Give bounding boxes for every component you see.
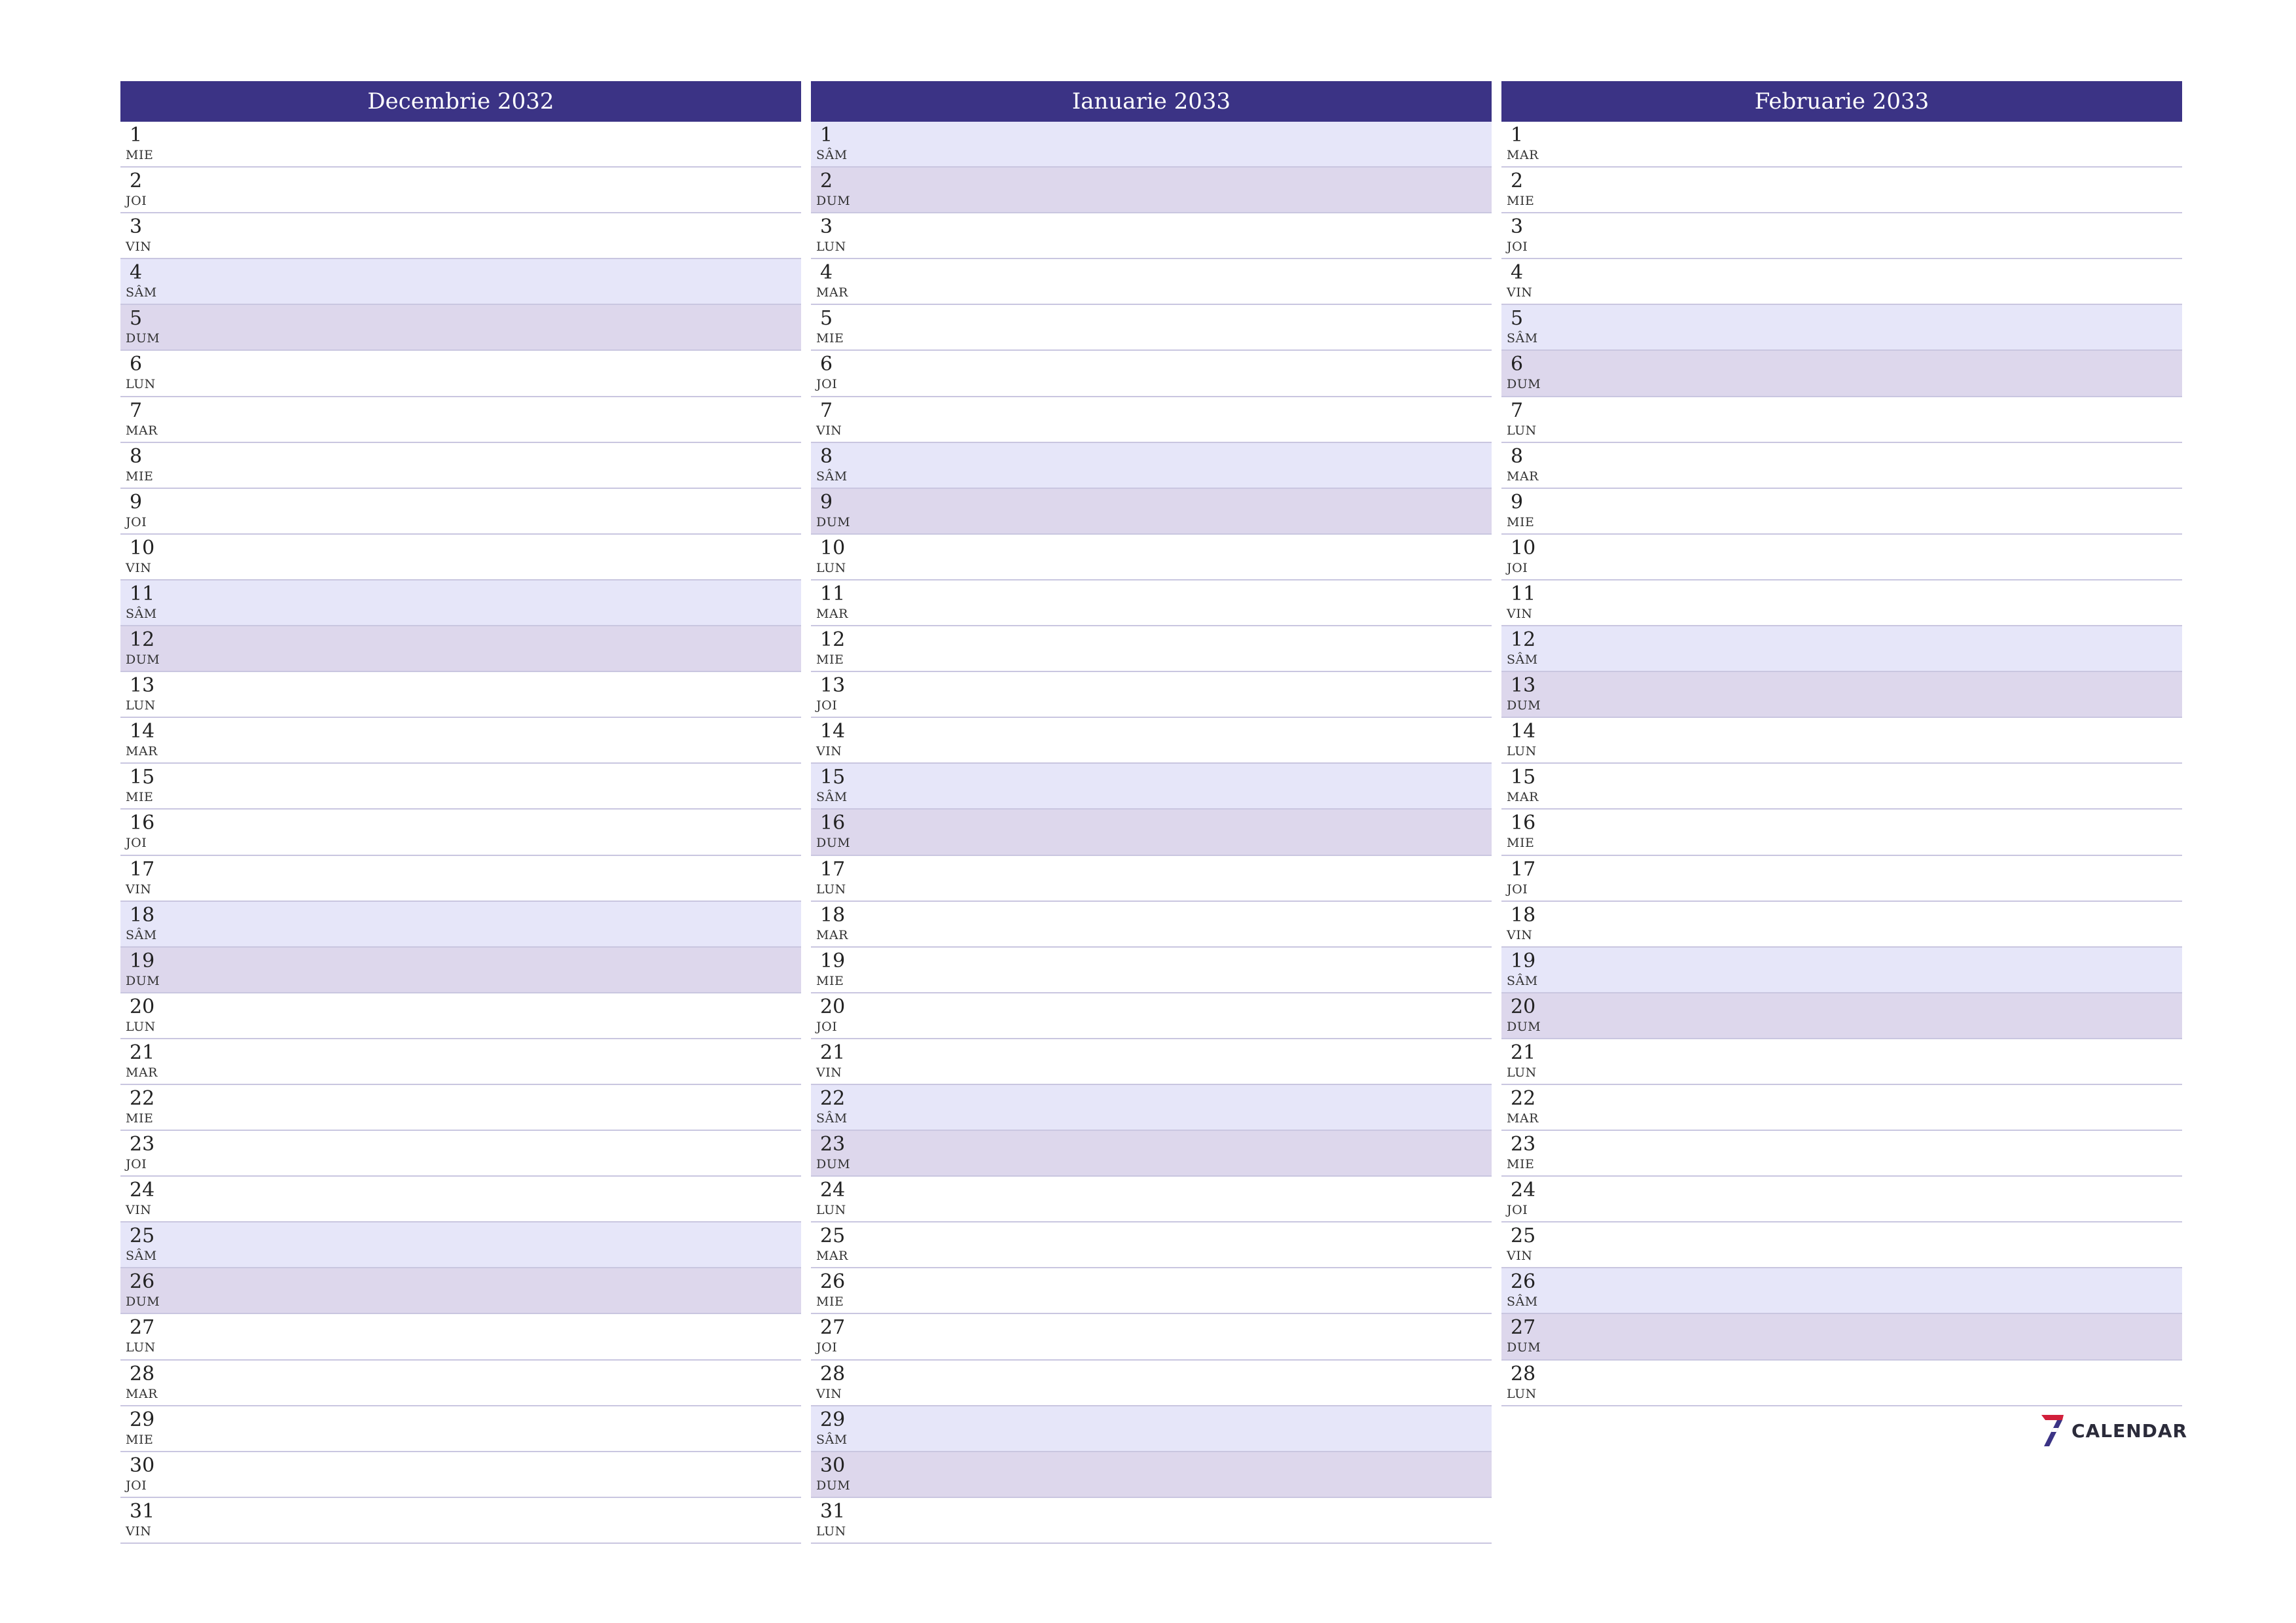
day-row [120,259,801,305]
day-row [1501,856,2182,902]
day-row [811,672,1492,718]
day-number: 13 [820,674,846,698]
day-number: 15 [130,766,155,789]
day-row [120,351,801,397]
month-column-february-2033 [1501,81,2182,1544]
day-number: 3 [1511,215,1524,239]
day-row [120,764,801,810]
day-number: 5 [820,307,833,330]
day-number: 5 [130,307,143,330]
weekday-label: JOI [1507,882,1528,897]
day-number: 13 [1511,674,1536,698]
weekday-label: SÂM [1507,331,1538,346]
day-row [811,1085,1492,1131]
weekday-label: VIN [816,744,842,759]
day-number: 9 [820,490,833,514]
weekday-label: LUN [816,882,846,897]
day-number: 9 [130,490,143,514]
weekday-label: MAR [126,423,158,438]
monthly-planner [120,81,2182,1544]
day-number: 21 [1511,1041,1536,1064]
day-number: 10 [130,536,155,560]
weekday-label: LUN [126,1019,156,1034]
day-row [120,718,801,764]
day-row [1501,1222,2182,1268]
day-number: 23 [820,1133,846,1156]
day-number: 8 [130,444,143,468]
day-number: 30 [820,1454,846,1477]
weekday-label: LUN [1507,1386,1537,1401]
weekday-label: JOI [1507,1203,1528,1218]
day-row [1501,535,2182,580]
weekday-label: MAR [816,285,848,300]
month-header: Februarie 2033 [1501,81,2182,122]
weekday-label: MAR [126,744,158,759]
day-row [811,122,1492,168]
day-row [1501,810,2182,855]
day-number: 18 [1511,903,1536,927]
weekday-label: VIN [1507,1249,1533,1264]
day-row [811,1039,1492,1085]
day-number: 25 [820,1224,846,1248]
day-row [120,672,801,718]
day-number: 26 [1511,1270,1536,1294]
weekday-label: MAR [126,1386,158,1401]
day-number: 7 [820,399,833,422]
day-row [811,443,1492,489]
weekday-label: DUM [1507,1019,1541,1034]
weekday-label: LUN [126,377,156,392]
day-number: 22 [130,1086,155,1110]
day-number: 14 [820,720,846,743]
weekday-label: JOI [1507,240,1528,255]
weekday-label: JOI [126,1478,147,1493]
day-number: 28 [1511,1362,1536,1385]
day-number: 6 [820,353,833,376]
day-number: 8 [1511,444,1524,468]
weekday-label: JOI [126,836,147,851]
day-row [120,1314,801,1360]
weekday-label: MIE [1507,514,1535,529]
weekday-label: JOI [816,377,838,392]
day-number: 3 [820,215,833,239]
weekday-label: VIN [1507,285,1533,300]
day-number: 15 [1511,766,1536,789]
weekday-label: VIN [1507,927,1533,942]
day-row [120,580,801,626]
day-number: 20 [820,995,846,1018]
day-row [811,580,1492,626]
day-number: 12 [130,628,155,652]
weekday-label: MAR [1507,1111,1539,1126]
day-row [120,626,801,672]
weekday-label: LUN [1507,1065,1537,1080]
weekday-label: DUM [126,331,160,346]
day-row [811,1314,1492,1360]
day-row [1501,993,2182,1039]
day-row [120,1131,801,1177]
weekday-label: MIE [126,790,154,805]
weekday-label: VIN [816,423,842,438]
day-number: 26 [820,1270,846,1294]
day-number: 22 [820,1086,846,1110]
day-row [120,1222,801,1268]
weekday-label: DUM [126,652,160,668]
weekday-label: MAR [1507,790,1539,805]
day-number: 17 [1511,857,1536,881]
day-row [120,443,801,489]
weekday-label: MIE [126,1111,154,1126]
day-number: 5 [1511,307,1524,330]
day-number: 7 [130,399,143,422]
weekday-label: VIN [126,560,152,575]
weekday-label: JOI [126,1157,147,1172]
day-number: 28 [820,1362,846,1385]
day-number: 2 [130,169,143,193]
day-list [811,122,1492,1544]
day-row [120,993,801,1039]
day-number: 10 [1511,536,1536,560]
day-number: 19 [130,949,155,972]
day-row [1501,1314,2182,1360]
day-number: 7 [1511,399,1524,422]
weekday-label: VIN [816,1065,842,1080]
weekday-label: LUN [816,560,846,575]
day-number: 4 [1511,261,1524,285]
day-number: 18 [130,903,155,927]
day-number: 21 [820,1041,846,1064]
day-row [1501,1361,2182,1406]
day-number: 25 [1511,1224,1536,1248]
weekday-label: DUM [1507,698,1541,713]
day-number: 24 [820,1179,846,1202]
day-row [1501,489,2182,535]
day-number: 19 [820,949,846,972]
day-row [120,948,801,993]
day-row [120,1039,801,1085]
weekday-label: VIN [126,240,152,255]
day-row [1501,672,2182,718]
day-row [811,626,1492,672]
day-row [120,1177,801,1222]
weekday-label: MIE [126,469,154,484]
day-row [811,1361,1492,1406]
weekday-label: MIE [816,331,844,346]
day-number: 24 [1511,1179,1536,1202]
day-row [120,810,801,855]
weekday-label: LUN [1507,423,1537,438]
day-number: 4 [130,261,143,285]
day-number: 31 [130,1499,155,1523]
weekday-label: DUM [1507,377,1541,392]
day-number: 19 [1511,949,1536,972]
day-row [120,1498,801,1544]
weekday-label: LUN [126,698,156,713]
day-row [811,856,1492,902]
day-number: 20 [130,995,155,1018]
day-number: 31 [820,1499,846,1523]
day-row [1501,1039,2182,1085]
day-row [1501,948,2182,993]
day-row [1501,764,2182,810]
day-row [811,902,1492,948]
day-row [1501,626,2182,672]
day-row [1501,259,2182,305]
weekday-label: SÂM [1507,652,1538,668]
day-row [811,305,1492,351]
day-row [811,535,1492,580]
day-row [120,902,801,948]
weekday-label: MAR [126,1065,158,1080]
weekday-label: SÂM [816,148,848,162]
day-row [120,489,801,535]
weekday-label: DUM [1507,1340,1541,1355]
logo-text: CALENDAR [2072,1419,2188,1442]
day-number: 3 [130,215,143,239]
day-row [120,397,801,443]
day-number: 27 [1511,1316,1536,1340]
day-row [1501,718,2182,764]
day-number: 6 [1511,353,1524,376]
weekday-label: VIN [1507,606,1533,621]
day-number: 25 [130,1224,155,1248]
weekday-label: VIN [816,1386,842,1401]
day-number: 29 [820,1408,846,1431]
weekday-label: SÂM [816,1432,848,1447]
day-row [120,535,801,580]
day-row [120,1452,801,1498]
weekday-label: SÂM [1507,973,1538,988]
day-row [120,1268,801,1314]
weekday-label: MIE [816,652,844,668]
day-number: 29 [130,1408,155,1431]
weekday-label: JOI [126,194,147,209]
day-row [811,1452,1492,1498]
day-number: 20 [1511,995,1536,1018]
day-row [1501,305,2182,351]
day-row [1501,351,2182,397]
weekday-label: DUM [816,194,851,209]
weekday-label: JOI [816,698,838,713]
day-row [811,1222,1492,1268]
day-number: 18 [820,903,846,927]
weekday-label: SÂM [126,285,157,300]
day-row [811,1406,1492,1452]
day-row [811,489,1492,535]
day-number: 9 [1511,490,1524,514]
weekday-label: LUN [816,1203,846,1218]
weekday-label: MIE [1507,194,1535,209]
weekday-label: DUM [816,1478,851,1493]
day-row [120,305,801,351]
day-row [811,168,1492,213]
weekday-label: SÂM [126,927,157,942]
day-number: 28 [130,1362,155,1385]
day-number: 27 [820,1316,846,1340]
day-row [120,1085,801,1131]
day-row [120,856,801,902]
day-row [1501,213,2182,259]
weekday-label: LUN [1507,744,1537,759]
day-number: 11 [130,582,155,605]
day-number: 22 [1511,1086,1536,1110]
day-number: 2 [1511,169,1524,193]
day-number: 27 [130,1316,155,1340]
day-number: 21 [130,1041,155,1064]
day-number: 16 [820,812,846,835]
day-row [1501,443,2182,489]
weekday-label: MAR [1507,469,1539,484]
day-row [811,1131,1492,1177]
month-header: Decembrie 2032 [120,81,801,122]
day-number: 15 [820,766,846,789]
day-row [811,213,1492,259]
weekday-label: MIE [1507,836,1535,851]
month-column-january-2033 [811,81,1492,1544]
day-number: 4 [820,261,833,285]
weekday-label: SÂM [126,606,157,621]
weekday-label: JOI [816,1340,838,1355]
day-number: 13 [130,674,155,698]
month-column-december-2032 [120,81,801,1544]
day-row [811,948,1492,993]
day-number: 12 [820,628,846,652]
weekday-label: DUM [816,514,851,529]
day-row [1501,1131,2182,1177]
day-number: 16 [130,812,155,835]
weekday-label: MIE [126,148,154,162]
weekday-label: JOI [1507,560,1528,575]
day-row [811,993,1492,1039]
day-row [811,1498,1492,1544]
weekday-label: SÂM [1507,1294,1538,1310]
weekday-label: LUN [816,240,846,255]
day-row [811,718,1492,764]
weekday-label: JOI [126,514,147,529]
month-header: Ianuarie 2033 [811,81,1492,122]
day-number: 11 [1511,582,1536,605]
day-row [811,397,1492,443]
day-row [1501,1085,2182,1131]
weekday-label: MAR [1507,148,1539,162]
day-number: 30 [130,1454,155,1477]
day-number: 6 [130,353,143,376]
weekday-label: MIE [126,1432,154,1447]
day-row [120,213,801,259]
day-number: 17 [130,857,155,881]
day-row [1501,397,2182,443]
day-number: 24 [130,1179,155,1202]
weekday-label: VIN [126,1524,152,1539]
day-row [1501,1268,2182,1314]
weekday-label: MAR [816,606,848,621]
day-row [1501,580,2182,626]
day-number: 14 [1511,720,1536,743]
day-row [120,1406,801,1452]
day-row [120,168,801,213]
day-number: 12 [1511,628,1536,652]
weekday-label: DUM [816,1157,851,1172]
weekday-label: SÂM [816,790,848,805]
day-row [1501,122,2182,168]
day-list [1501,122,2182,1406]
day-row [811,764,1492,810]
weekday-label: MAR [816,1249,848,1264]
weekday-label: DUM [126,1294,160,1310]
day-row [811,259,1492,305]
day-number: 8 [820,444,833,468]
weekday-label: MIE [816,973,844,988]
day-list [120,122,801,1544]
day-number: 16 [1511,812,1536,835]
seven-logo-icon [2039,1414,2065,1448]
day-number: 2 [820,169,833,193]
day-row [811,1268,1492,1314]
day-row [120,122,801,168]
day-number: 23 [1511,1133,1536,1156]
day-row [120,1361,801,1406]
day-number: 17 [820,857,846,881]
day-number: 26 [130,1270,155,1294]
weekday-label: SÂM [126,1249,157,1264]
day-number: 1 [1511,124,1524,147]
day-row [1501,902,2182,948]
day-number: 11 [820,582,846,605]
day-number: 23 [130,1133,155,1156]
day-row [1501,1177,2182,1222]
weekday-label: VIN [126,882,152,897]
weekday-label: JOI [816,1019,838,1034]
day-row [811,351,1492,397]
weekday-label: LUN [816,1524,846,1539]
weekday-label: DUM [126,973,160,988]
day-row [811,810,1492,855]
weekday-label: LUN [126,1340,156,1355]
weekday-label: VIN [126,1203,152,1218]
weekday-label: MIE [816,1294,844,1310]
day-number: 14 [130,720,155,743]
weekday-label: MIE [1507,1157,1535,1172]
weekday-label: MAR [816,927,848,942]
day-row [1501,168,2182,213]
brand-logo [2039,1414,2187,1448]
day-number: 1 [820,124,833,147]
day-number: 1 [130,124,143,147]
weekday-label: SÂM [816,1111,848,1126]
day-number: 10 [820,536,846,560]
day-row [811,1177,1492,1222]
weekday-label: DUM [816,836,851,851]
weekday-label: SÂM [816,469,848,484]
